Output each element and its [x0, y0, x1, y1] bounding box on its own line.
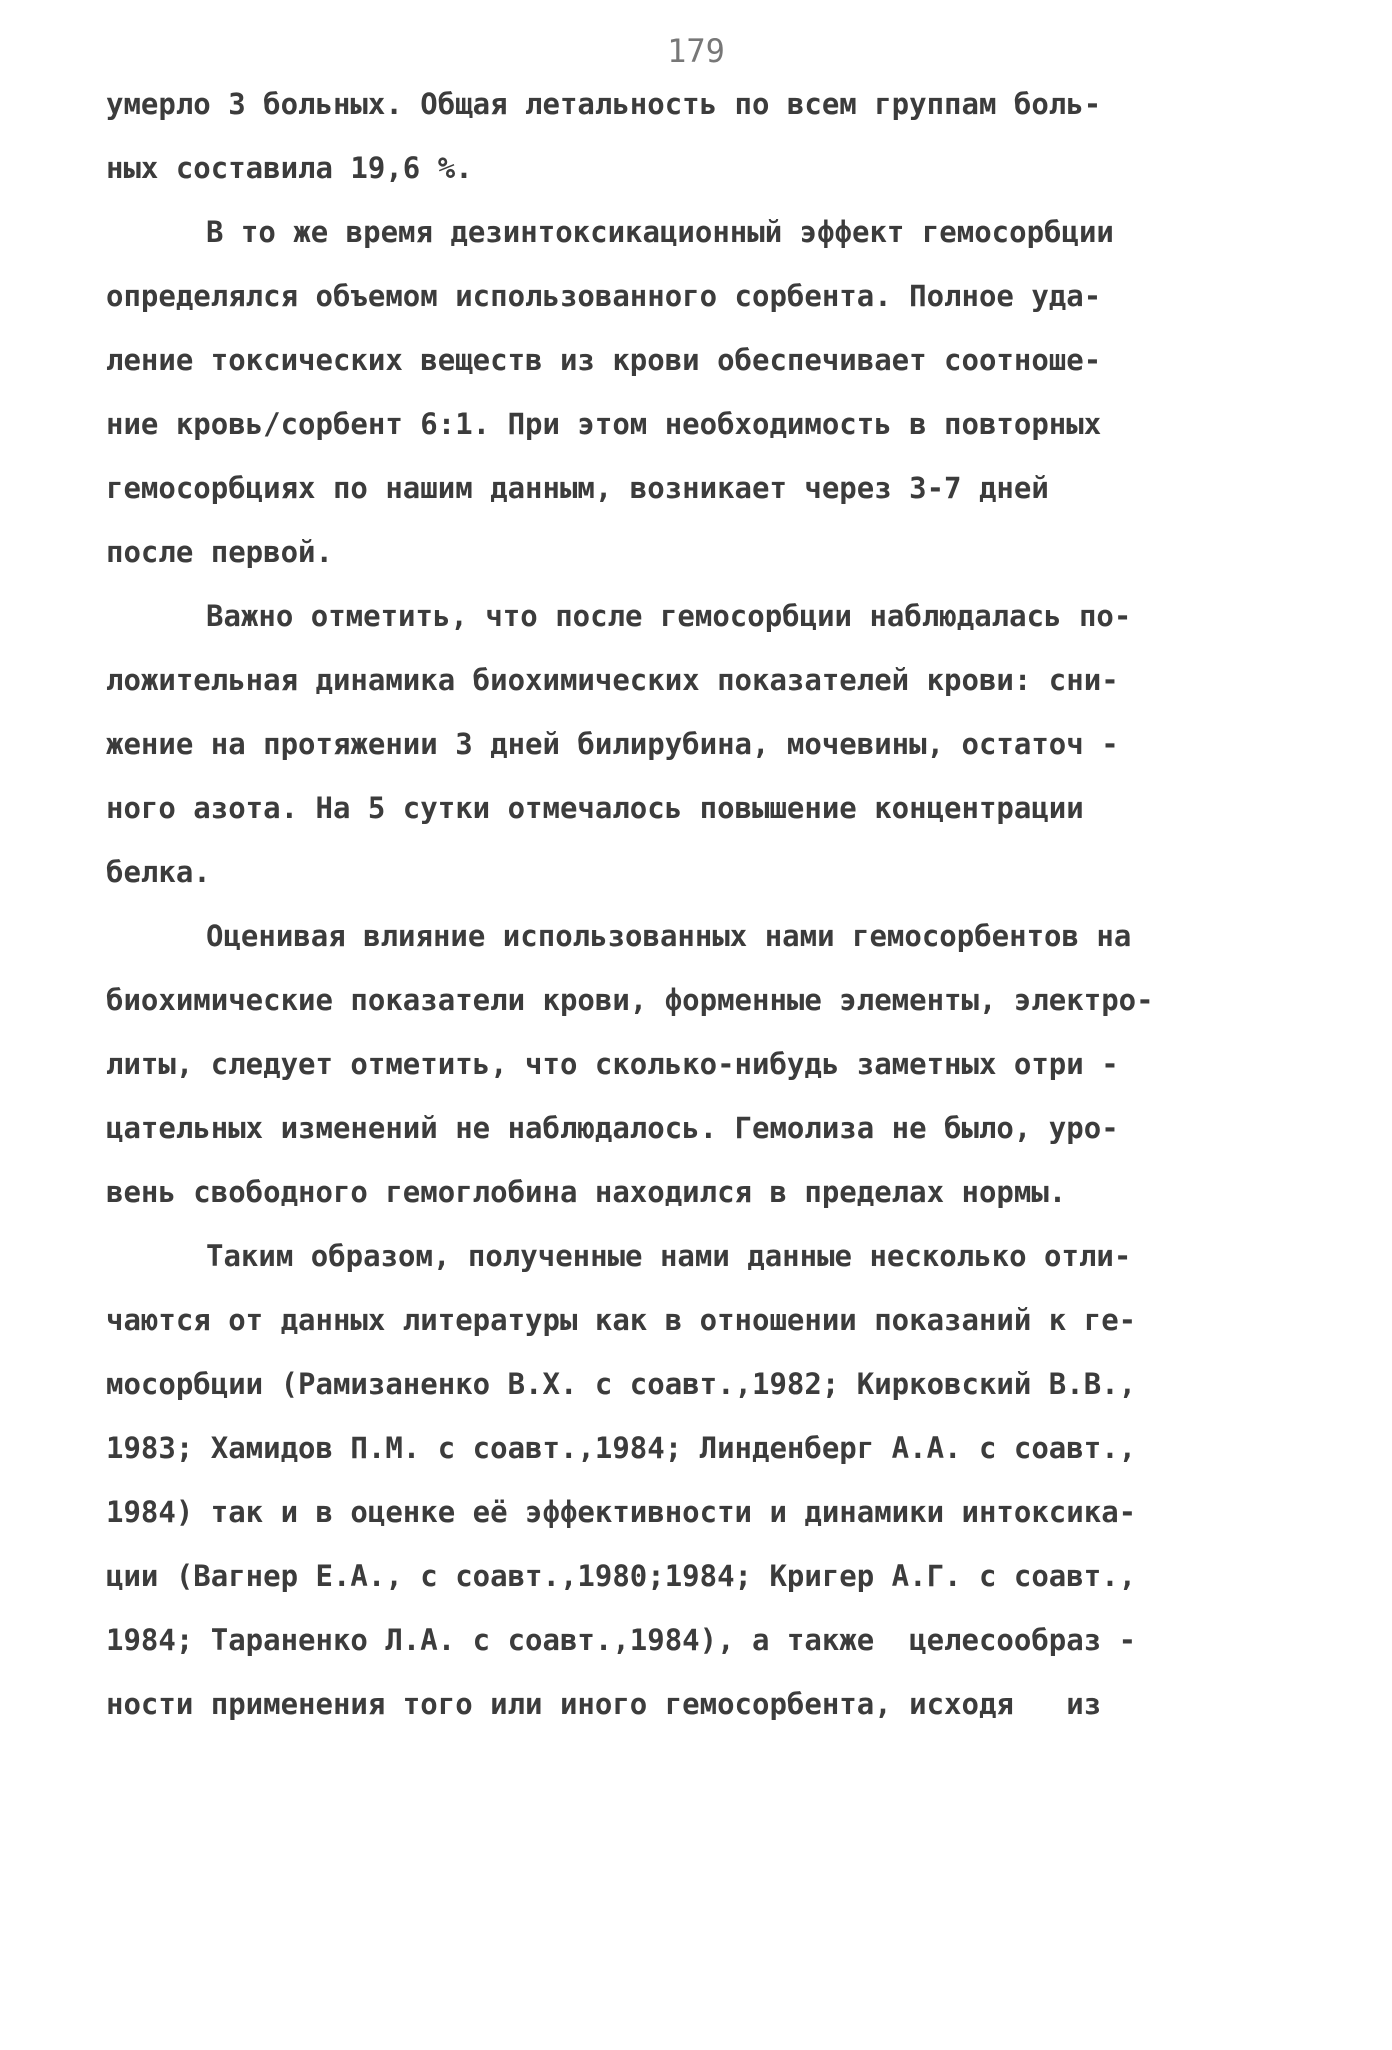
paragraph	[106, 72, 1306, 200]
text-line: определялся объемом использованного сорбента. Полное уда-	[106, 279, 1102, 313]
paragraph	[106, 904, 1306, 1224]
text-line: Таким образом, полученные нами данные несколько отли-	[206, 1239, 1132, 1273]
text-line: чаются от данных литературы как в отношении показаний к ге-	[106, 1303, 1137, 1337]
text-line: ции (Вагнер Е.А., с соавт.,1980;1984; Кригер А.Г. с соавт.,	[106, 1559, 1137, 1593]
text-line: белка.	[106, 855, 211, 889]
text-line: ности применения того или иного гемосорбента, исходя из	[106, 1687, 1102, 1721]
text-line: биохимические показатели крови, форменные элементы, электро-	[106, 983, 1154, 1017]
text-line: ного азота. На 5 сутки отмечалось повышение концентрации	[106, 791, 1084, 825]
text-line: умерло 3 больных. Общая летальность по всем группам боль-	[106, 87, 1102, 121]
paragraph	[106, 200, 1306, 584]
text-line: мосорбции (Рамизаненко В.Х. с соавт.,1982; Кирковский В.В.,	[106, 1367, 1137, 1401]
text-line: 1984) так и в оценке её эффективности и динамики интоксика-	[106, 1495, 1137, 1529]
text-line: после первой.	[106, 535, 333, 569]
text-line: гемосорбциях по нашим данным, возникает через 3-7 дней	[106, 471, 1049, 505]
paragraph	[106, 584, 1306, 904]
text-line: ных составила 19,6 %.	[106, 151, 473, 185]
text-line: 1984; Тараненко Л.А. с соавт.,1984), а также целесообраз -	[106, 1623, 1137, 1657]
text-line: Важно отметить, что после гемосорбции наблюдалась по-	[206, 599, 1132, 633]
page-number: 179	[667, 32, 725, 70]
text-line: вень свободного гемоглобина находился в пределах нормы.	[106, 1175, 1067, 1209]
text-line: литы, следует отметить, что сколько-нибудь заметных отри -	[106, 1047, 1119, 1081]
text-line: ние кровь/сорбент 6:1. При этом необходимость в повторных	[106, 407, 1102, 441]
paragraph	[106, 1224, 1306, 1736]
text-line: Оценивая влияние использованных нами гемосорбентов на	[206, 919, 1132, 953]
text-line: ление токсических веществ из крови обеспечивает соотноше-	[106, 343, 1102, 377]
text-line: жение на протяжении 3 дней билирубина, мочевины, остаточ -	[106, 727, 1119, 761]
text-line: ложительная динамика биохимических показателей крови: сни-	[106, 663, 1119, 697]
text-line: 1983; Хамидов П.М. с соавт.,1984; Линденберг А.А. с соавт.,	[106, 1431, 1137, 1465]
text-line: В то же время дезинтоксикационный эффект гемосорбции	[206, 215, 1114, 249]
body-text	[106, 72, 1306, 1736]
text-line: цательных изменений не наблюдалось. Гемолиза не было, уро-	[106, 1111, 1119, 1145]
